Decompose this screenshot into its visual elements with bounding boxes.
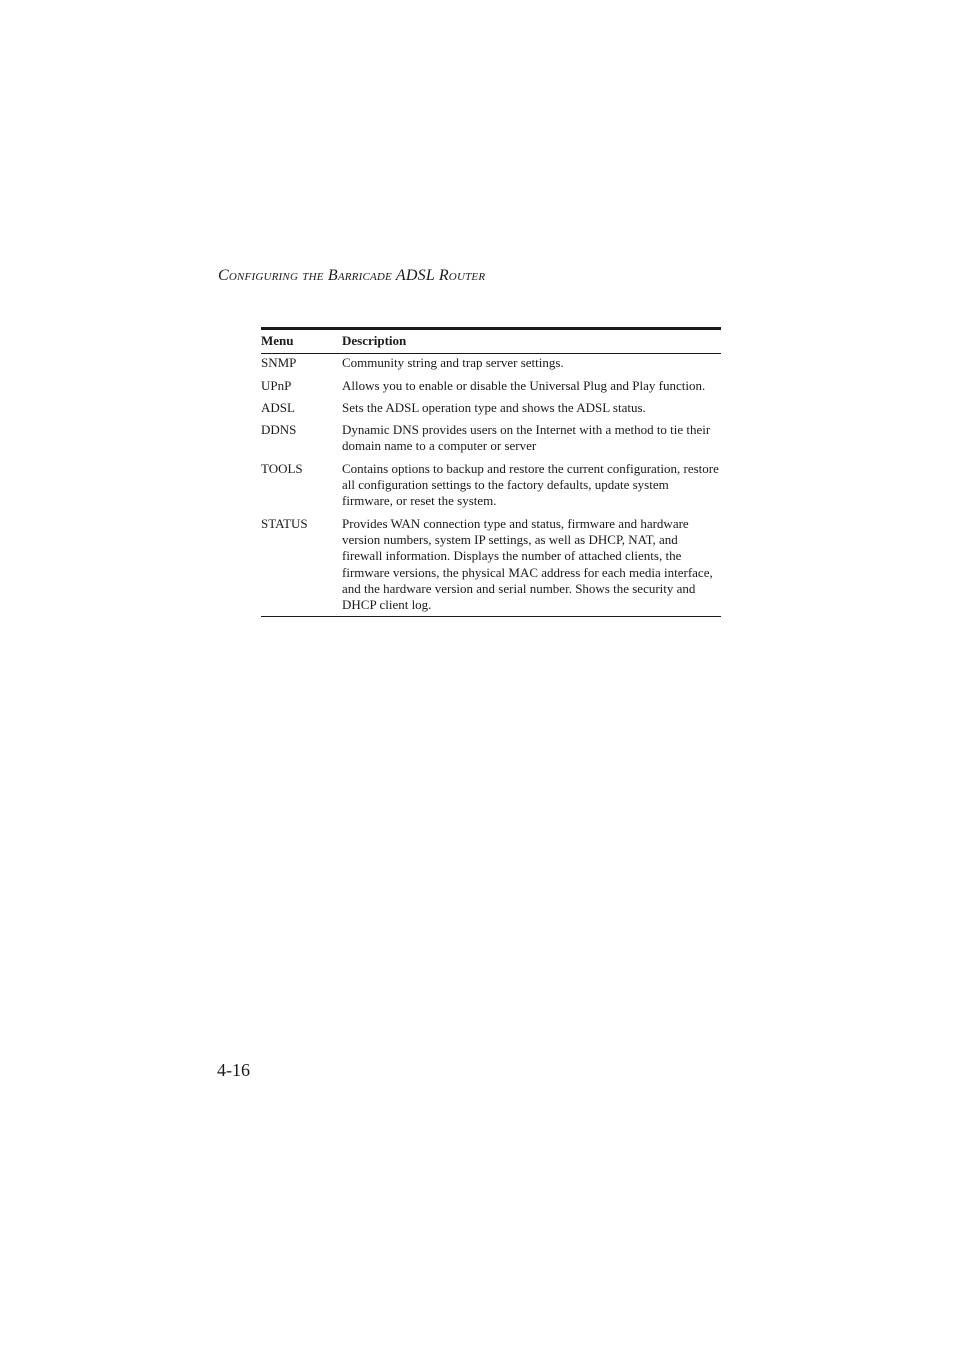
description-cell: Sets the ADSL operation type and shows the ADSL status.: [342, 399, 646, 415]
description-cell: Contains options to backup and restore the current configuration, restore all configuration settings to the factory defaults, update system firmware, or reset the system.: [342, 460, 719, 509]
page-number: 4-16: [217, 1060, 250, 1080]
menu-description-table: [261, 327, 721, 617]
menu-cell: DDNS: [261, 422, 297, 438]
menu-cell: STATUS: [261, 515, 308, 531]
table-body: [261, 354, 721, 617]
running-header: Configuring the Barricade ADSL Router: [218, 267, 486, 284]
table-row: [261, 515, 721, 617]
menu-cell: TOOLS: [261, 460, 303, 476]
menu-cell: UPnP: [261, 377, 292, 393]
description-cell: Community string and trap server settings.: [342, 355, 564, 371]
menu-cell: ADSL: [261, 399, 295, 415]
description-cell: Provides WAN connection type and status, firmware and hardware version numbers, system IP settings, as well as DHCP, NAT, and firewall information. Displays the number of attached clients, the firmware versions, the physical MAC address for each media interface, and the hardware version and serial number. Shows the security and DHCP client log.: [342, 515, 713, 613]
table-header: [261, 329, 721, 354]
table-row: [261, 421, 721, 460]
table-header-row: [261, 329, 721, 354]
table-row: [261, 354, 721, 377]
column-header-description: Description: [342, 333, 407, 348]
description-cell: Dynamic DNS provides users on the Internet with a method to tie their domain name to a computer or server: [342, 422, 711, 454]
table-row: [261, 377, 721, 399]
menu-cell: SNMP: [261, 355, 297, 371]
table-row: [261, 399, 721, 421]
description-cell: Allows you to enable or disable the Universal Plug and Play function.: [342, 377, 706, 393]
column-header-menu: Menu: [261, 333, 294, 348]
table-row: [261, 460, 721, 515]
